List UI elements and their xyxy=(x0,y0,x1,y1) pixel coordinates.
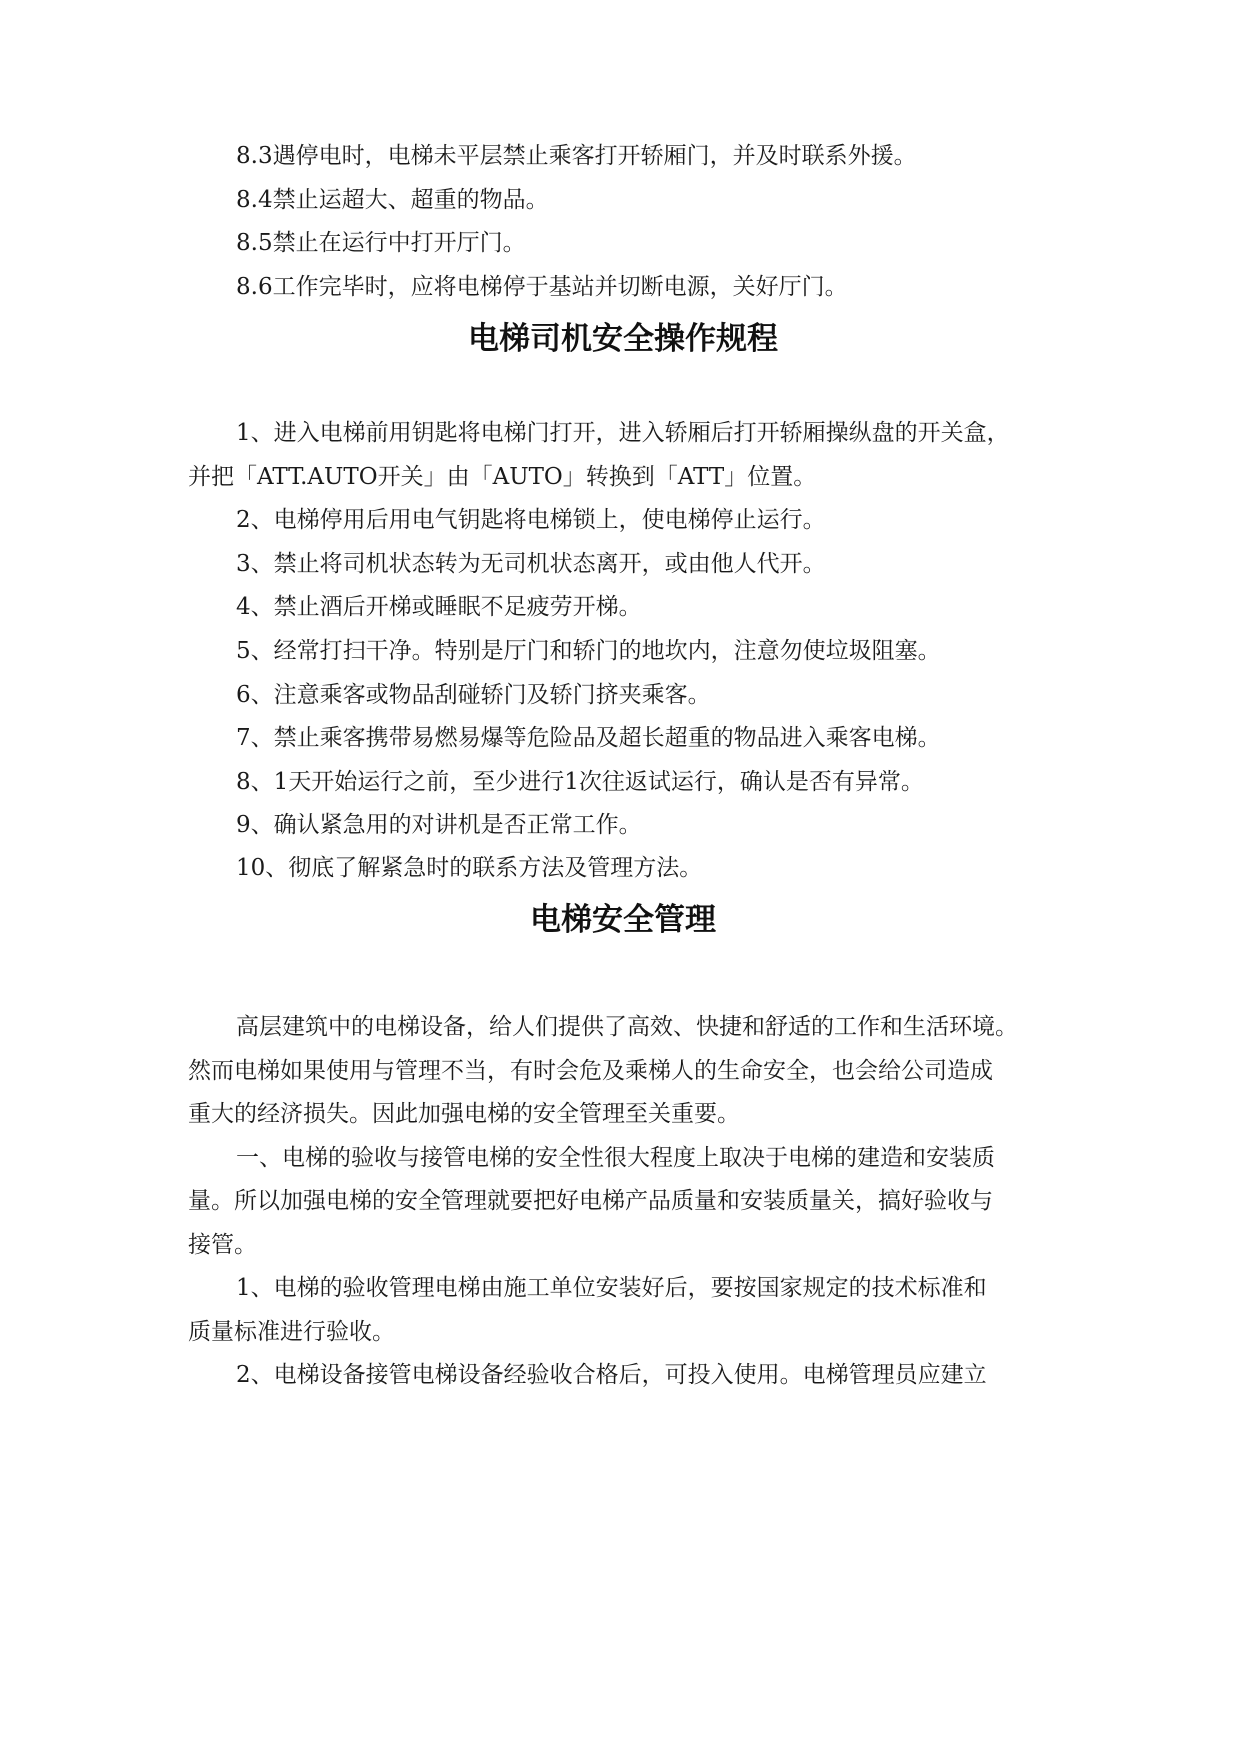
driver-rules-heading: 电梯司机安全操作规程 xyxy=(468,321,778,357)
part1-line-1: 一、电梯的验收与接管电梯的安全性很大程度上取决于电梯的建造和安装质 xyxy=(236,1145,995,1171)
rule-8-4: 8.4禁止运超大、超重的物品。 xyxy=(236,187,549,213)
driver-rule-3: 3、禁止将司机状态转为无司机状态离开，或由他人代开。 xyxy=(236,551,826,577)
point2-line-1: 2、电梯设备接管电梯设备经验收合格后，可投入使用。电梯管理员应建立 xyxy=(236,1362,987,1388)
intro-line-1: 高层建筑中的电梯设备，给人们提供了高效、快捷和舒适的工作和生活环境。 xyxy=(236,1014,1018,1040)
driver-rule-9: 9、确认紧急用的对讲机是否正常工作。 xyxy=(236,812,642,838)
part1-line-2: 量。所以加强电梯的安全管理就要把好电梯产品质量和安装质量关，搞好验收与 xyxy=(188,1188,993,1214)
driver-rule-1-line1: 1、进入电梯前用钥匙将电梯门打开，进入轿厢后打开轿厢操纵盘的开关盒， xyxy=(236,420,1010,446)
point1-line-2: 质量标准进行验收。 xyxy=(188,1319,395,1345)
rule-8-3: 8.3遇停电时，电梯未平层禁止乘客打开轿厢门，并及时联系外援。 xyxy=(236,143,917,169)
intro-line-3: 重大的经济损失。因此加强电梯的安全管理至关重要。 xyxy=(188,1101,740,1127)
driver-rule-10: 10、彻底了解紧急时的联系方法及管理方法。 xyxy=(236,855,703,881)
intro-line-2: 然而电梯如果使用与管理不当，有时会危及乘梯人的生命安全，也会给公司造成 xyxy=(188,1058,993,1084)
driver-rule-6: 6、注意乘客或物品刮碰轿门及轿门挤夹乘客。 xyxy=(236,682,711,708)
rule-8-5: 8.5禁止在运行中打开厅门。 xyxy=(236,230,526,256)
safety-management-heading: 电梯安全管理 xyxy=(530,902,716,938)
driver-rule-5: 5、经常打扫干净。特别是厅门和轿门的地坎内，注意勿使垃圾阻塞。 xyxy=(236,638,941,664)
part1-line-3: 接管。 xyxy=(188,1232,257,1258)
driver-rule-2: 2、电梯停用后用电气钥匙将电梯锁上，使电梯停止运行。 xyxy=(236,507,826,533)
driver-rule-7: 7、禁止乘客携带易燃易爆等危险品及超长超重的物品进入乘客电梯。 xyxy=(236,725,941,751)
point1-line-1: 1、电梯的验收管理电梯由施工单位安装好后，要按国家规定的技术标准和 xyxy=(236,1275,987,1301)
rule-8-6: 8.6工作完毕时，应将电梯停于基站并切断电源，关好厅门。 xyxy=(236,274,848,300)
driver-rule-1-line2: 并把「ATT.AUTO开关」由「AUTO」转换到「ATT」位置。 xyxy=(188,464,817,490)
driver-rule-4: 4、禁止酒后开梯或睡眠不足疲劳开梯。 xyxy=(236,594,642,620)
driver-rule-8: 8、1天开始运行之前，至少进行1次往返试运行，确认是否有异常。 xyxy=(236,769,924,795)
